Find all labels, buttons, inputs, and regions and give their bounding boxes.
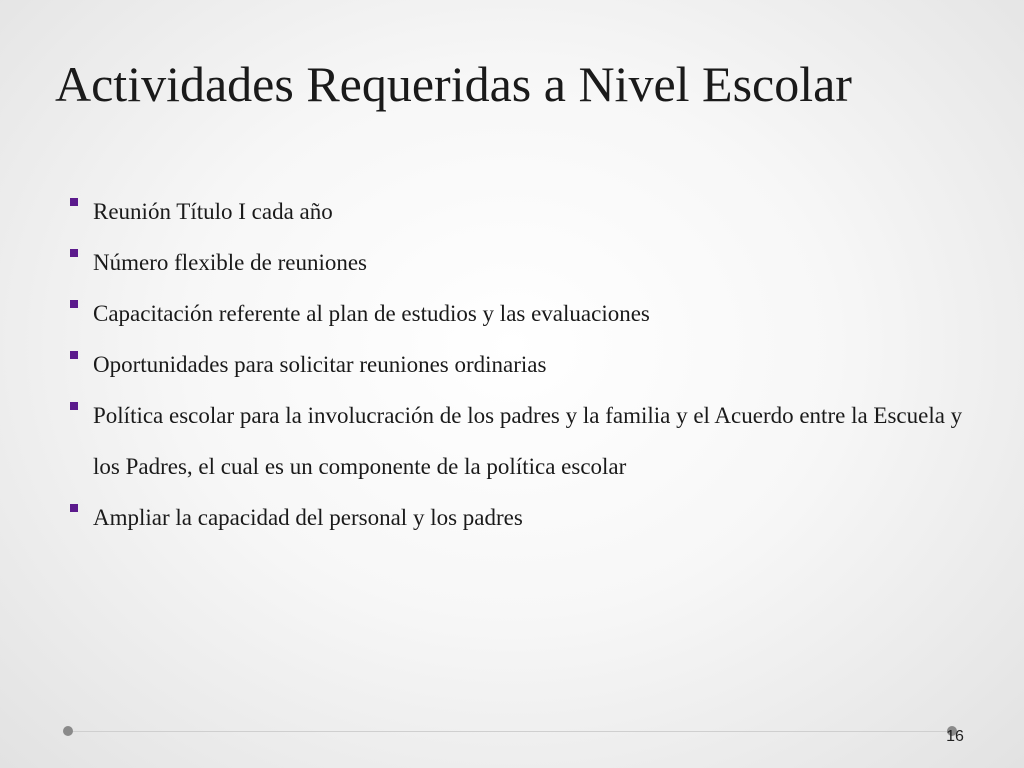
list-item xyxy=(68,237,968,288)
square-bullet-icon xyxy=(70,249,78,257)
page-number: 16 xyxy=(946,728,964,745)
square-bullet-icon xyxy=(70,198,78,206)
list-item xyxy=(68,339,968,390)
circle-dot-icon xyxy=(63,726,73,736)
bullet-list xyxy=(68,186,968,543)
bullet-text: Política escolar para la involucración de los padres y la familia y el Acuerdo entre la Escuela y los Padres, el cual es un componente de la política escolar xyxy=(93,403,963,479)
bullet-text: Reunión Título I cada año xyxy=(93,199,333,224)
bullet-text: Oportunidades para solicitar reuniones ordinarias xyxy=(93,352,547,377)
square-bullet-icon xyxy=(70,402,78,410)
list-item xyxy=(68,390,968,492)
bullet-text: Ampliar la capacidad del personal y los padres xyxy=(93,505,523,530)
slide-title: Actividades Requeridas a Nivel Escolar xyxy=(55,56,852,112)
list-item xyxy=(68,492,968,543)
footer-divider xyxy=(68,731,952,732)
square-bullet-icon xyxy=(70,300,78,308)
bullet-text: Número flexible de reuniones xyxy=(93,250,367,275)
bullet-text: Capacitación referente al plan de estudios y las evaluaciones xyxy=(93,301,650,326)
square-bullet-icon xyxy=(70,351,78,359)
list-item xyxy=(68,186,968,237)
square-bullet-icon xyxy=(70,504,78,512)
list-item xyxy=(68,288,968,339)
